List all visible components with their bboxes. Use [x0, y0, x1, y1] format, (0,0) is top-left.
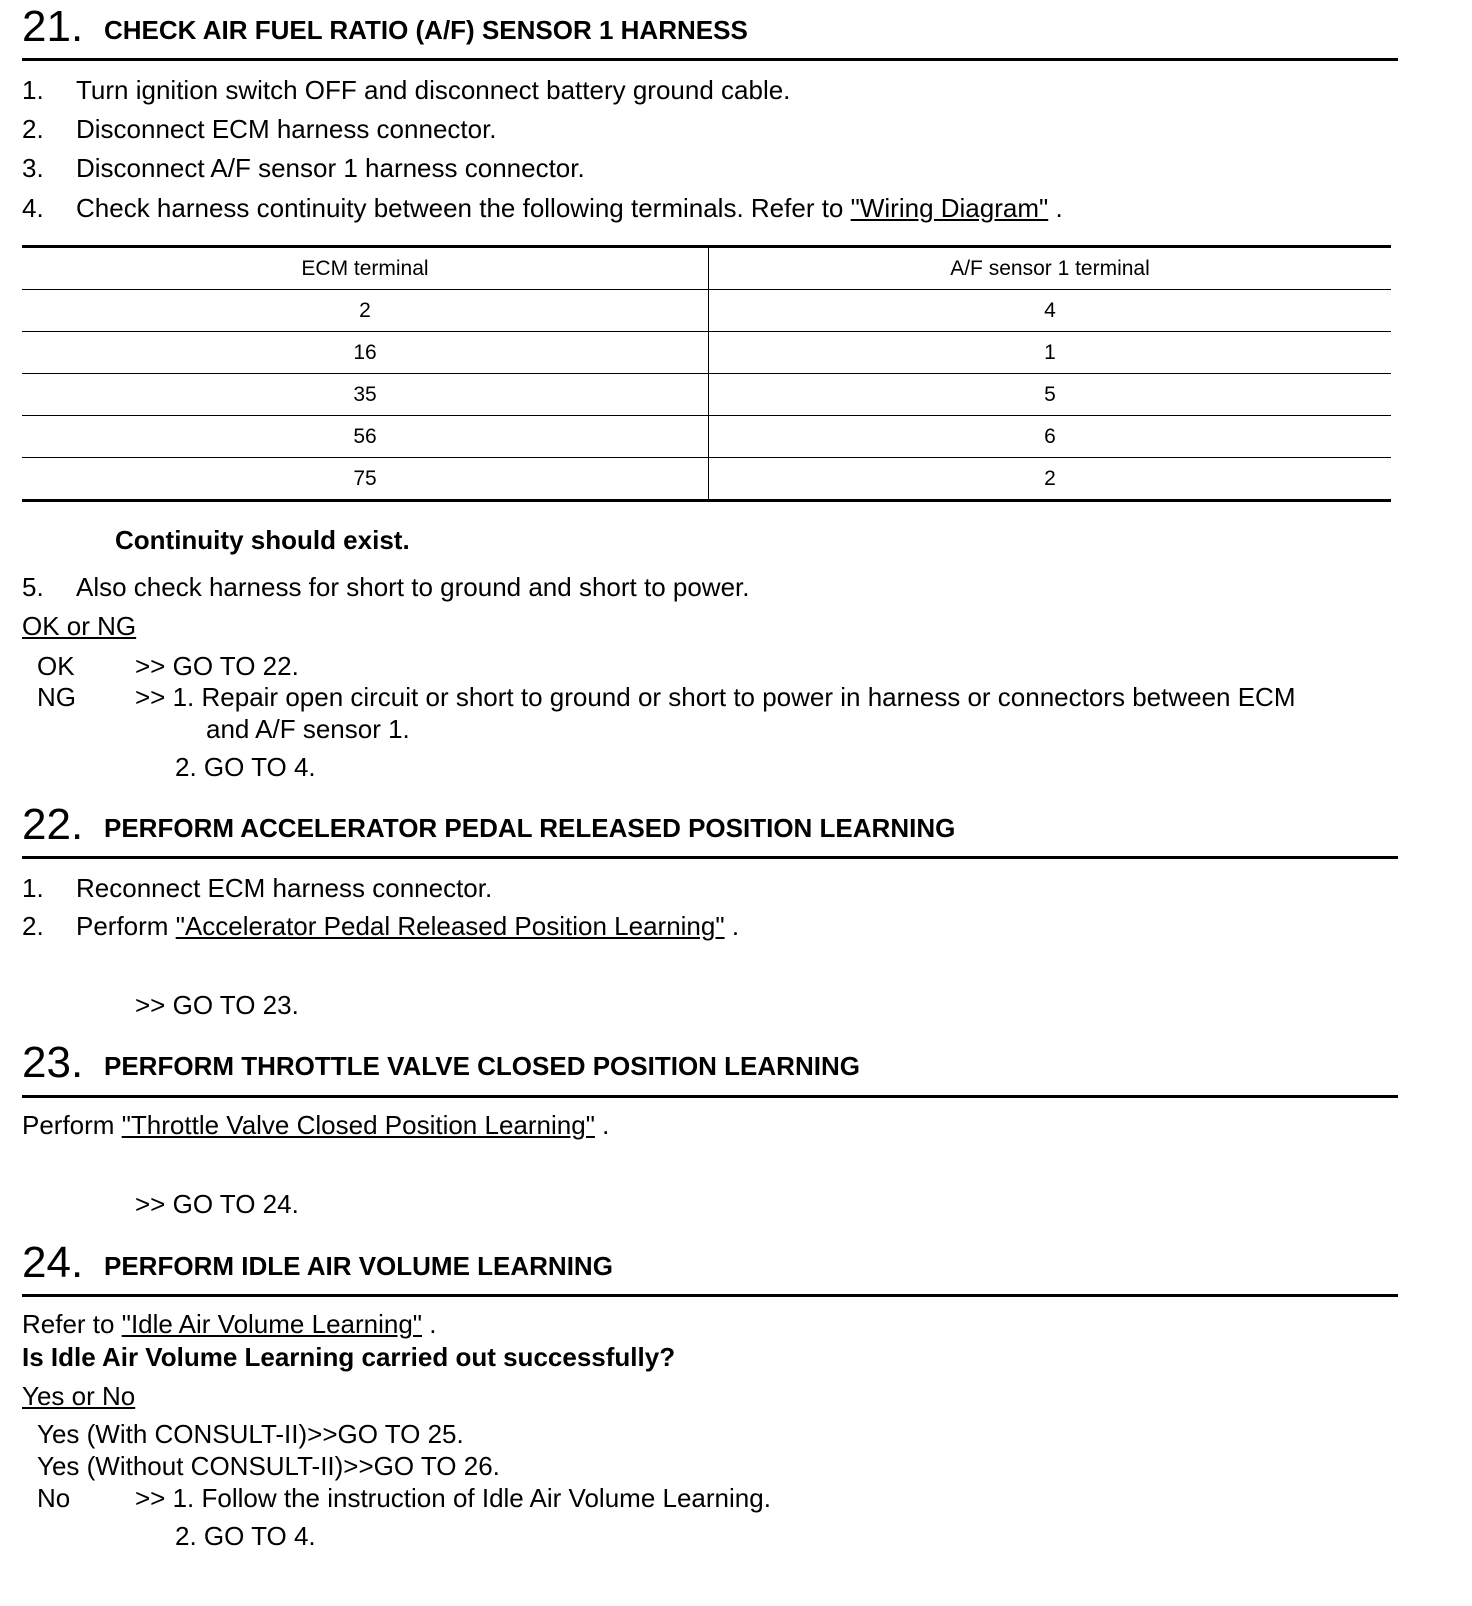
section-title: PERFORM IDLE AIR VOLUME LEARNING — [104, 1251, 613, 1281]
table-cell: 35 — [22, 374, 709, 416]
step-text-part: Refer to — [22, 1309, 122, 1339]
step-text-part: Perform — [22, 1110, 122, 1140]
table-cell: 6 — [709, 416, 1392, 458]
punctuation: . — [422, 1309, 437, 1339]
table-row — [22, 374, 1391, 416]
section-number: 22. — [22, 800, 84, 849]
table-row — [22, 290, 1391, 332]
table-cell: 1 — [709, 332, 1392, 374]
step-text-part: Perform — [76, 911, 176, 941]
result-action: >> GO TO 22. — [135, 651, 299, 681]
result-label: Yes or No — [22, 1381, 136, 1411]
result-action: Yes (Without CONSULT-II)>>GO TO 26. — [37, 1451, 500, 1481]
step-text — [76, 910, 739, 942]
step-number: 2. — [22, 114, 44, 144]
step-text: Also check harness for short to ground and short to power. — [76, 572, 750, 602]
section-number: 24. — [22, 1238, 84, 1287]
table-row — [22, 416, 1391, 458]
step-text: Disconnect ECM harness connector. — [76, 114, 497, 144]
divider — [22, 856, 1398, 859]
punctuation: . — [1048, 193, 1063, 223]
result-key: No — [37, 1483, 71, 1513]
table-cell: 2 — [709, 458, 1392, 501]
result-action: 2. GO TO 4. — [175, 752, 316, 782]
step-text — [22, 1109, 609, 1141]
section-title: CHECK AIR FUEL RATIO (A/F) SENSOR 1 HARNESS — [104, 15, 748, 45]
column-header: A/F sensor 1 terminal — [709, 247, 1392, 290]
spec-note: Continuity should exist. — [115, 525, 410, 555]
result-label: OK or NG — [22, 611, 137, 641]
table-row — [22, 332, 1391, 374]
result-action: >> 1. Repair open circuit or short to ground or short to power in harness or connectors between ECM — [135, 682, 1296, 712]
step-number: 2. — [22, 911, 44, 941]
step-text: Reconnect ECM harness connector. — [76, 873, 493, 903]
section-title: PERFORM THROTTLE VALVE CLOSED POSITION LEARNING — [104, 1051, 860, 1081]
table-cell: 2 — [22, 290, 709, 332]
question-text: Is Idle Air Volume Learning carried out successfully? — [22, 1342, 676, 1372]
result-action: Yes (With CONSULT-II)>>GO TO 25. — [37, 1419, 464, 1449]
wiring-diagram-link[interactable]: "Wiring Diagram" — [850, 193, 1049, 223]
section-number: 21. — [22, 2, 84, 51]
step-text — [76, 192, 1063, 224]
divider — [22, 58, 1398, 61]
continuity-table — [22, 245, 1391, 502]
step-text: Turn ignition switch OFF and disconnect battery ground cable. — [76, 75, 791, 105]
result-action: >> GO TO 23. — [135, 990, 299, 1020]
result-action: 2. GO TO 4. — [175, 1521, 316, 1551]
throttle-learning-link[interactable]: "Throttle Valve Closed Position Learning" — [121, 1110, 595, 1140]
result-action: >> 1. Follow the instruction of Idle Air Volume Learning. — [135, 1483, 771, 1513]
step-number: 1. — [22, 75, 44, 105]
step-number: 3. — [22, 153, 44, 183]
table-row — [22, 458, 1391, 501]
punctuation: . — [724, 911, 740, 941]
result-action: >> GO TO 24. — [135, 1189, 299, 1219]
section-title: PERFORM ACCELERATOR PEDAL RELEASED POSITION LEARNING — [104, 813, 956, 843]
result-key: OK — [37, 651, 75, 681]
step-number: 5. — [22, 572, 44, 602]
table-cell: 4 — [709, 290, 1392, 332]
step-text — [22, 1308, 436, 1340]
divider — [22, 1095, 1398, 1098]
punctuation: . — [594, 1110, 610, 1140]
table-cell: 5 — [709, 374, 1392, 416]
column-header: ECM terminal — [22, 247, 709, 290]
table-header-row — [22, 247, 1391, 290]
step-number: 4. — [22, 193, 44, 223]
idle-air-learning-link[interactable]: "Idle Air Volume Learning" — [121, 1309, 423, 1339]
table-cell: 16 — [22, 332, 709, 374]
step-text-part: Check harness continuity between the following terminals. Refer to — [76, 193, 851, 223]
table-cell: 56 — [22, 416, 709, 458]
divider — [22, 1294, 1398, 1297]
accelerator-learning-link[interactable]: "Accelerator Pedal Released Position Learning" — [175, 911, 725, 941]
result-action: and A/F sensor 1. — [206, 714, 410, 744]
step-text: Disconnect A/F sensor 1 harness connector. — [76, 153, 585, 183]
result-key: NG — [37, 682, 76, 712]
table-cell: 75 — [22, 458, 709, 501]
section-number: 23. — [22, 1038, 84, 1087]
step-number: 1. — [22, 873, 44, 903]
